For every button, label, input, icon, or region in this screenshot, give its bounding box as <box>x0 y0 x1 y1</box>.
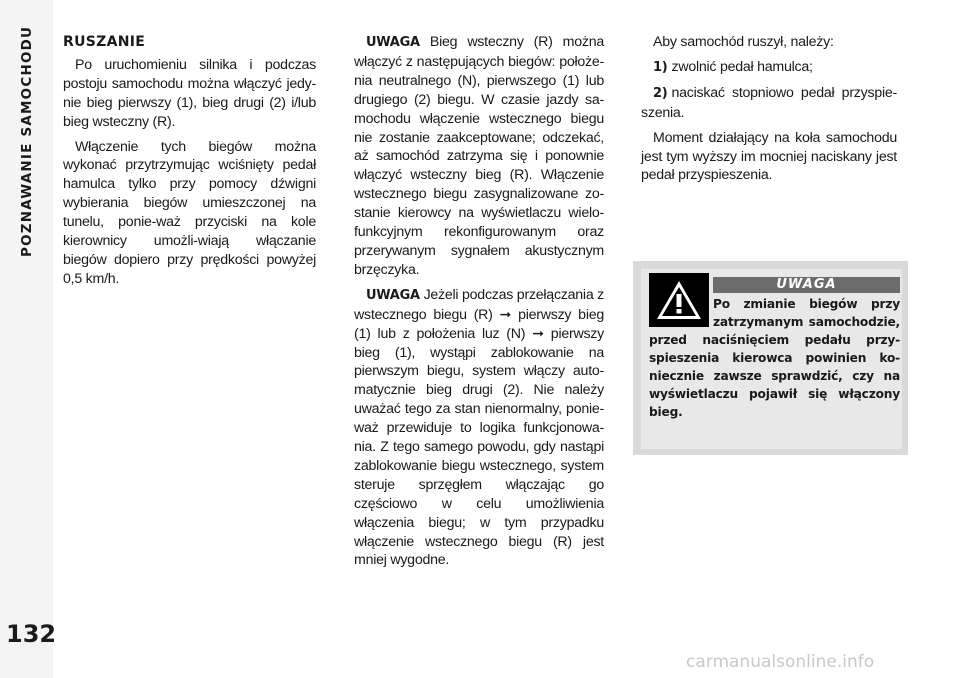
note-label: UWAGA <box>366 287 420 303</box>
page-number: 132 <box>6 620 57 648</box>
note-text: Bieg wsteczny (R) można włączyć z następujących biegów: położe-nia neutralnego (N), pierwszego (1) lub drugiego (2) biegu. W czasie jazdy sa-mochodu włączenie wstecznego biegu nie zostanie zaakceptowane; odczekać, aż samochód zatrzyma się i ponownie włączyć wsteczny bieg (R). Włączenie wstecznego biegu zasygnalizowane zo-stanie kierowcy na wyświetlaczu wielo-funkcyjnym rekonfigurowanym oraz przerywanym sygnałem akustycznym brzęczyka. <box>354 34 604 278</box>
steps-intro: Aby samochód ruszył, należy: <box>653 34 834 50</box>
warning-box <box>633 261 908 455</box>
paragraph-brake: Włączenie tych biegów można wykonać przytrzymując wciśnięty pedał hamulca tylko przy pomocy dźwigni wybierania biegów umieszczonej na tunelu, ponie-waż przyciski na kole kierownicy umożli-wiają włączanie biegów dopiero przy prędkości powyżej 0,5 km/h. <box>63 138 316 287</box>
sidebar <box>0 0 57 678</box>
step-number: 1) <box>653 59 668 75</box>
column-middle <box>354 33 604 576</box>
note-blocking <box>354 286 604 571</box>
note-text: Jeżeli podczas przełączania z wstecznego biegu (R) ➞ pierwszy bieg (1) lub z położenia luz (N) ➞ pierwszy bieg (1), wystąpi zablokowanie na pierwszym biegu, system włączy auto-matycznie bieg drugi (2). Nie należy uważać tego za stan nienormalny, ponie-waż przewiduje to logika funkcjonowa-nia. Z tego samego powodu, gdy nastąpi zablokowanie biegu wstecznego, system steruje sprzęgłem włączając go częściowo w celu umożliwienia włączenia biegu; w tym przypadku włączenie wstecznego biegu (R) jest mniej wygodne. <box>354 286 604 569</box>
paragraph-start: Po uruchomieniu silnika i podczas postoju samochodu można włączyć jedy-nie bieg pierwszy (1), bieg drugi (2) i/lub bieg wsteczny (R). <box>63 56 316 130</box>
column-right <box>641 33 897 191</box>
watermark: carmanualsonline.info <box>686 652 875 672</box>
note-label: UWAGA <box>366 35 420 50</box>
column-left <box>63 33 316 295</box>
warning-text-wrap <box>649 295 900 421</box>
warning-text: Po zmianie biegów przy zatrzymanym samochodzie, przed naciśnięciem pedału przy-spieszenia kierowca powinien ko-niecznie zawsze sprawdzić, czy na wyświetlaczu pojawił się włączony bieg. <box>649 297 900 419</box>
step-number: 2) <box>653 85 668 101</box>
note-reverse <box>354 33 604 280</box>
warning-box-inner <box>641 269 902 449</box>
step-2 <box>641 84 897 123</box>
step-1 <box>641 58 897 78</box>
paragraph-torque: Moment działający na koła samochodu jest tym wyższy im mocniej naciskany jest pedał przyspieszenia. <box>641 129 897 184</box>
step-text: naciskać stopniowo pedał przyspie-szenia. <box>641 84 897 121</box>
warning-header: UWAGA <box>713 277 900 293</box>
section-title: POZNAWANIE SAMOCHODU <box>19 26 35 258</box>
section-heading: RUSZANIE <box>63 34 146 50</box>
step-text: zwolnić pedał hamulca; <box>671 58 813 75</box>
